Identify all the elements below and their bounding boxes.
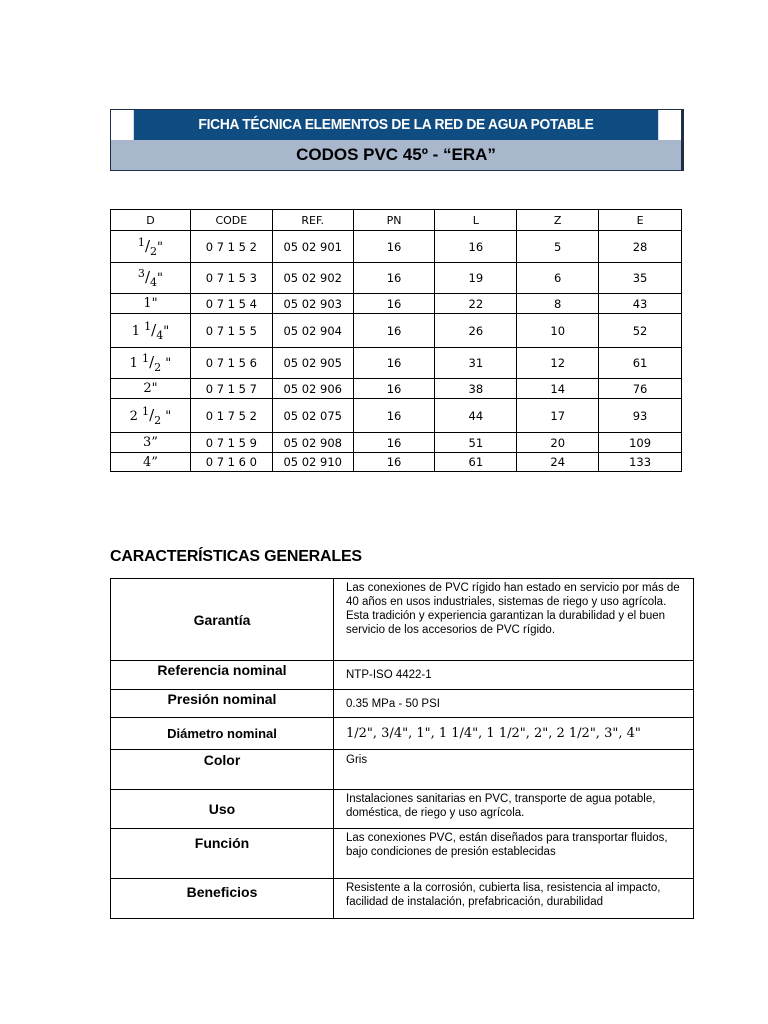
cell-l: 61 — [435, 453, 517, 472]
cell-l: 31 — [435, 348, 517, 379]
table-row — [111, 453, 682, 472]
cell-code: 0 7 1 5 5 — [190, 314, 272, 348]
fraction-num: 1 — [137, 235, 145, 249]
diameter-fraction — [131, 319, 170, 342]
cell-pn: 16 — [353, 263, 435, 294]
cell-pn: 16 — [353, 433, 435, 453]
fraction-mark: " — [163, 323, 170, 339]
cell-z: 20 — [517, 433, 599, 453]
characteristics-table — [110, 578, 694, 919]
cell-l: 16 — [435, 231, 517, 263]
nominal-diameters: 1/2", 3/4", 1", 1 1/4", 1 1/2", 2", 2 1/2", 3", 4" — [346, 725, 641, 741]
cell-z: 5 — [517, 231, 599, 263]
fraction-mark: " — [161, 408, 172, 424]
diameter-value: 2" — [143, 381, 158, 396]
diameter-cell — [111, 263, 191, 294]
cell-pn: 16 — [353, 379, 435, 399]
cell-code: 0 1 7 5 2 — [190, 399, 272, 433]
section-title: CARACTERÍSTICAS GENERALES — [110, 548, 362, 565]
fraction-slash: / — [151, 320, 157, 339]
property-label: Beneficios — [111, 879, 334, 919]
property-row-diametro — [111, 718, 694, 750]
cell-ref: 05 02 904 — [272, 314, 353, 348]
fraction-den: 2 — [154, 360, 162, 374]
cell-l: 51 — [435, 433, 517, 453]
property-value: NTP-ISO 4422-1 — [334, 661, 694, 690]
fraction-mark: " — [157, 239, 163, 255]
cell-code: 0 7 1 5 9 — [190, 433, 272, 453]
property-value: Resistente a la corrosión, cubierta lisa, resistencia al impacto, facilidad de instalación, prefabricación, durabilidad — [334, 879, 694, 919]
dimensions-table — [110, 209, 682, 472]
cell-code: 0 7 1 5 6 — [190, 348, 272, 379]
cell-l: 26 — [435, 314, 517, 348]
cell-pn: 16 — [353, 294, 435, 314]
fraction-slash: / — [144, 236, 150, 255]
cell-pn: 16 — [353, 348, 435, 379]
cell-z: 17 — [517, 399, 599, 433]
cell-code: 0 7 1 5 4 — [190, 294, 272, 314]
property-row-garantia — [111, 579, 694, 661]
fraction-den: 2 — [154, 413, 162, 427]
diameter-fraction — [137, 267, 163, 289]
cell-e: 133 — [599, 453, 682, 472]
fraction-slash: / — [144, 268, 150, 287]
cell-e: 28 — [599, 231, 682, 263]
fraction-num: 3 — [137, 267, 145, 281]
cell-z: 8 — [517, 294, 599, 314]
cell-e: 43 — [599, 294, 682, 314]
column-header-l: L — [435, 210, 517, 231]
property-value: Instalaciones sanitarias en PVC, transporte de agua potable, doméstica, de riego y uso agrícola. — [334, 790, 694, 829]
fraction-num: 1 — [142, 404, 150, 418]
fraction-num: 1 — [144, 319, 152, 333]
diameter-cell — [111, 314, 191, 348]
fraction-mark: " — [157, 271, 163, 287]
cell-z: 24 — [517, 453, 599, 472]
column-header-pn: PN — [353, 210, 435, 231]
fraction-num: 1 — [142, 352, 150, 366]
property-label: Referencia nominal — [111, 661, 334, 690]
cell-code: 0 7 1 5 7 — [190, 379, 272, 399]
table-row — [111, 294, 682, 314]
property-label: Garantía — [111, 579, 334, 661]
property-value: Gris — [334, 750, 694, 790]
property-label: Uso — [111, 790, 334, 829]
cell-l: 44 — [435, 399, 517, 433]
table-row — [111, 399, 682, 433]
table-row — [111, 314, 682, 348]
fraction-slash: / — [149, 353, 155, 372]
cell-z: 6 — [517, 263, 599, 294]
diameter-cell — [111, 453, 191, 472]
datasheet-title: FICHA TÉCNICA ELEMENTOS DE LA RED DE AGUA POTABLE — [134, 110, 658, 140]
diameter-fraction — [129, 352, 172, 374]
property-label: Presión nominal — [111, 690, 334, 718]
cell-e: 76 — [599, 379, 682, 399]
property-label: Color — [111, 750, 334, 790]
property-row-presion — [111, 690, 694, 718]
diameter-value: 4” — [142, 454, 158, 470]
diameter-cell — [111, 348, 191, 379]
table-row — [111, 433, 682, 453]
cell-z: 12 — [517, 348, 599, 379]
cell-ref: 05 02 908 — [272, 433, 353, 453]
product-subtitle: CODOS PVC 45º - “ERA” — [111, 140, 681, 170]
property-value: Las conexiones PVC, están diseñados para transportar fluidos, bajo condiciones de presión establecidas — [334, 829, 694, 879]
property-label: Función — [111, 829, 334, 879]
cell-ref: 05 02 901 — [272, 231, 353, 263]
table-row — [111, 263, 682, 294]
property-value: Las conexiones de PVC rígido han estado en servicio por más de 40 años en usos industriales, sistemas de riego y uso agrícola. Esta tradición y experiencia garantizan la durabilidad y el buen servicio de los accesorios de PVC rígido. — [334, 579, 694, 661]
diameter-value: 1" — [143, 296, 158, 311]
property-row-uso — [111, 790, 694, 829]
cell-code: 0 7 1 5 3 — [190, 263, 272, 294]
cell-pn: 16 — [353, 314, 435, 348]
cell-l: 22 — [435, 294, 517, 314]
property-value — [334, 718, 694, 750]
column-header-code: CODE — [190, 210, 272, 231]
cell-ref: 05 02 910 — [272, 453, 353, 472]
column-header-z: Z — [517, 210, 599, 231]
fraction-den: 4 — [156, 328, 164, 342]
cell-pn: 16 — [353, 453, 435, 472]
table-row — [111, 231, 682, 263]
cell-ref: 05 02 075 — [272, 399, 353, 433]
cell-ref: 05 02 905 — [272, 348, 353, 379]
property-value: 0.35 MPa - 50 PSI — [334, 690, 694, 718]
fraction-whole: 1 — [131, 323, 145, 339]
fraction-whole: 2 — [129, 408, 143, 424]
cell-e: 93 — [599, 399, 682, 433]
cell-ref: 05 02 902 — [272, 263, 353, 294]
datasheet-header — [110, 109, 682, 171]
property-row-referencia — [111, 661, 694, 690]
cell-pn: 16 — [353, 231, 435, 263]
diameter-cell — [111, 433, 191, 453]
fraction-den: 2 — [149, 244, 158, 258]
cell-e: 61 — [599, 348, 682, 379]
column-header-e: E — [599, 210, 682, 231]
cell-pn: 16 — [353, 399, 435, 433]
diameter-value: 3” — [142, 435, 158, 450]
diameter-fraction — [137, 235, 163, 258]
fraction-whole: 1 — [129, 356, 143, 372]
column-header-ref: REF. — [272, 210, 353, 231]
property-row-funcion — [111, 829, 694, 879]
cell-e: 52 — [599, 314, 682, 348]
table-header-row — [111, 210, 682, 231]
diameter-cell — [111, 379, 191, 399]
cell-l: 38 — [435, 379, 517, 399]
diameter-cell — [111, 294, 191, 314]
table-row — [111, 379, 682, 399]
fraction-den: 4 — [149, 275, 158, 289]
fraction-mark: " — [161, 356, 172, 372]
cell-ref: 05 02 906 — [272, 379, 353, 399]
dimensions-table-body — [111, 231, 682, 472]
property-label: Diámetro nominal — [111, 718, 334, 750]
table-row — [111, 348, 682, 379]
cell-code: 0 7 1 6 0 — [190, 453, 272, 472]
cell-l: 19 — [435, 263, 517, 294]
cell-z: 10 — [517, 314, 599, 348]
column-header-d: D — [111, 210, 191, 231]
property-row-beneficios — [111, 879, 694, 919]
diameter-cell — [111, 231, 191, 263]
cell-code: 0 7 1 5 2 — [190, 231, 272, 263]
diameter-cell — [111, 399, 191, 433]
property-row-color — [111, 750, 694, 790]
cell-e: 109 — [599, 433, 682, 453]
cell-e: 35 — [599, 263, 682, 294]
cell-ref: 05 02 903 — [272, 294, 353, 314]
diameter-fraction — [129, 404, 172, 427]
cell-z: 14 — [517, 379, 599, 399]
fraction-slash: / — [149, 405, 155, 424]
